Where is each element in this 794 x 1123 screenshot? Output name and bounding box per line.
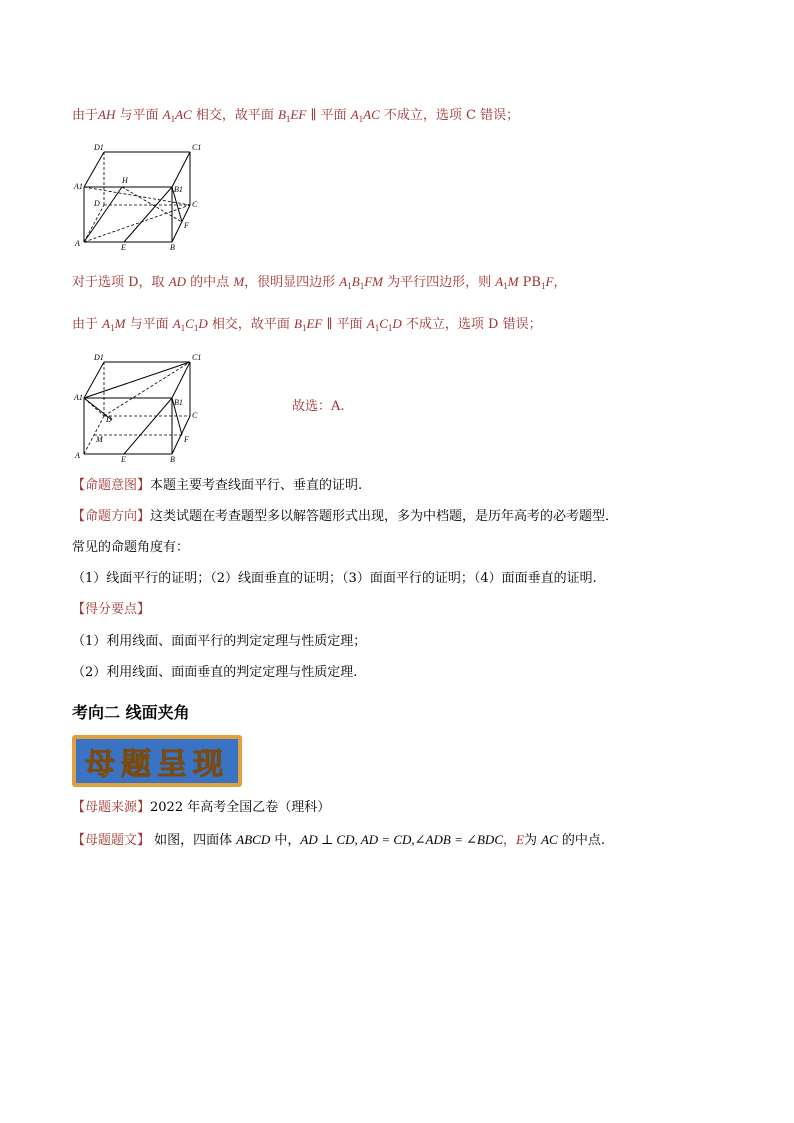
label-b: B <box>170 243 175 252</box>
label-c: C <box>192 411 198 420</box>
paragraph-key-point-1: （1）利用线面、面面平行的判定定理与性质定理； <box>72 634 367 649</box>
paragraph-intent: 【命题意图】本题主要考查线面平行、垂直的证明. <box>72 478 363 493</box>
answer-text: 故选：A. <box>292 399 345 414</box>
paragraph-option-d-conclusion: 由于 $A_1M$ 与平面 $A_1C_1D$ 相交，故平面 $B_1EF$ ∥ 平面 $A_1C_1D$ 不成立，选项 D 错误； <box>72 316 542 333</box>
label-d: D <box>106 415 112 424</box>
label-e: E <box>121 243 126 252</box>
mother-question-banner <box>72 735 242 787</box>
banner-text: 母题呈现 <box>85 747 229 782</box>
paragraph-angle-list: （1）线面平行的证明；（2）线面垂直的证明；（3）面面平行的证明；（4）面面垂直的证明. <box>72 571 597 586</box>
paragraph-question-text: 【母题题文】 如图，四面体 ABCD 中，AD ⊥ CD, AD = CD,∠ADB = ∠BDC，E为 AC 的中点. <box>72 832 605 848</box>
label-f: F <box>184 221 189 230</box>
label-a: A <box>75 239 80 248</box>
paragraph-common-angles: 常见的命题角度有： <box>72 540 190 555</box>
label-h: H <box>122 176 128 185</box>
label-a: A <box>75 451 80 460</box>
paragraph-option-d: 对于选项 D，取 AD 的中点 M，很明显四边形 $A_1B_1FM$ 为平行四边形，则 $A_1M$ $PB_1F$， <box>72 274 567 291</box>
label-d1: D1 <box>94 143 104 152</box>
label-d: D <box>94 199 100 208</box>
label-b1: B1 <box>174 185 183 194</box>
label-b: B <box>170 455 175 464</box>
paragraph-source: 【母题来源】2022 年高考全国乙卷（理科） <box>72 800 331 815</box>
label-f: F <box>184 435 189 444</box>
cube-figure-2 <box>72 350 212 465</box>
label-a1: A1 <box>74 182 83 191</box>
paragraph-key-points-heading: 【得分要点】 <box>72 602 151 617</box>
paragraph-key-point-2: （2）利用线面、面面垂直的判定定理与性质定理. <box>72 665 358 680</box>
paragraph-direction: 【命题方向】这类试题在考查题型多以解答题形式出现，多为中档题，是历年高考的必考题型． <box>72 509 619 524</box>
label-c1: C1 <box>192 353 202 362</box>
label-c1: C1 <box>192 143 202 152</box>
label-m: M <box>96 435 103 444</box>
label-a1: A1 <box>74 393 83 402</box>
label-c: C <box>192 200 198 209</box>
label-e: E <box>121 455 126 464</box>
cube-figure-1 <box>72 140 212 255</box>
label-b1: B1 <box>174 398 183 407</box>
label-d1: D1 <box>94 353 104 362</box>
section-heading: 考向二 线面夹角 <box>72 703 190 722</box>
paragraph-option-c: 由于AH 与平面 $A_1AC$ 相交，故平面 $B_1EF$ ∥ 平面 $A_1AC$ 不成立，选项 C 错误； <box>72 107 520 124</box>
